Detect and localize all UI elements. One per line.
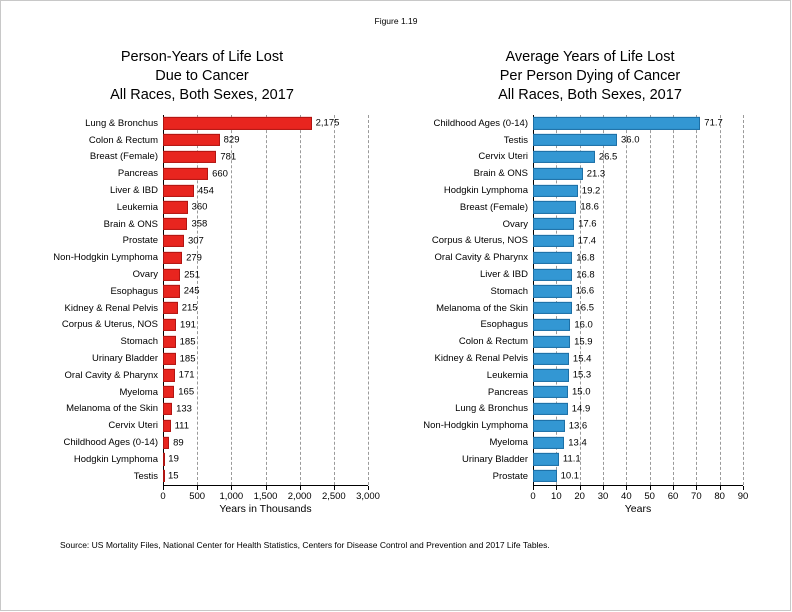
category-label: Pancreas [487, 386, 528, 398]
bar-row [396, 451, 743, 468]
bar-zone [163, 367, 368, 384]
category-label: Urinary Bladder [462, 453, 528, 465]
bar [533, 134, 617, 146]
bar-zone [163, 283, 368, 300]
bar-zone [163, 216, 368, 233]
bar-row [396, 182, 743, 199]
bar-row [396, 333, 743, 350]
gridline [743, 115, 745, 485]
category-label: Kidney & Renal Pelvis [64, 302, 158, 314]
chart-title-line-2: Due to Cancer [155, 68, 249, 84]
category-label: Melanoma of the Skin [66, 403, 158, 415]
bar [533, 336, 570, 348]
bar [163, 403, 172, 415]
bar-value-label: 13.4 [568, 437, 587, 449]
category-label: Hodgkin Lymphoma [73, 453, 158, 465]
bar-zone [163, 132, 368, 149]
bar-row [8, 451, 368, 468]
category-label: Ovary [132, 269, 158, 281]
bar-row [396, 434, 743, 451]
bar-zone [533, 401, 743, 418]
bar-value-label: 16.8 [576, 252, 595, 264]
bar [533, 319, 570, 331]
category-label: Testis [133, 470, 158, 482]
bar-row [396, 132, 743, 149]
category-label: Leukemia [116, 201, 158, 213]
bar [163, 453, 165, 465]
bar-zone [533, 283, 743, 300]
bar-row [396, 199, 743, 216]
bar [533, 470, 557, 482]
chart-title-person-years [8, 44, 396, 105]
category-label: Childhood Ages (0-14) [63, 437, 158, 449]
bar [163, 218, 187, 230]
bar-row [396, 165, 743, 182]
x-axis-tick-label: 80 [714, 490, 725, 502]
bar-zone [533, 384, 743, 401]
bar-row [8, 333, 368, 350]
bar-row [396, 317, 743, 334]
bar-zone [533, 132, 743, 149]
bar-value-label: 829 [223, 134, 240, 146]
bar [533, 302, 572, 314]
x-axis-tick-label: 500 [189, 490, 206, 502]
bar-row [8, 115, 368, 132]
bar-value-label: 19.2 [581, 185, 601, 197]
bar [533, 168, 583, 180]
category-label: Urinary Bladder [92, 353, 158, 365]
bar-row [8, 317, 368, 334]
bar [163, 201, 188, 213]
bar-value-label: 171 [178, 369, 195, 381]
bar [533, 268, 572, 280]
bar-value-label: 10.1 [560, 470, 580, 482]
bar [163, 268, 180, 280]
bar [533, 403, 568, 415]
bar-row [8, 266, 368, 283]
bar-value-label: 133 [176, 403, 192, 415]
bar [163, 151, 216, 163]
x-axis-tick-label: 1,000 [219, 490, 244, 502]
bar-value-label: 307 [187, 235, 204, 247]
bar-row [8, 249, 368, 266]
bar-row [396, 384, 743, 401]
bar-zone [163, 333, 368, 350]
bar-value-label: 15.4 [572, 353, 592, 365]
bar-zone [533, 182, 743, 199]
category-label: Colon & Rectum [88, 134, 158, 146]
bar [533, 420, 565, 432]
bar [533, 201, 576, 213]
x-axis-tick [334, 486, 335, 490]
plot-area-average-years [396, 115, 749, 502]
category-label: Colon & Rectum [458, 336, 528, 348]
bar [163, 235, 184, 247]
bar-row [8, 165, 368, 182]
category-label: Corpus & Uterus, NOS [431, 235, 528, 247]
bar [163, 352, 176, 364]
bar [533, 369, 569, 381]
bar-zone [163, 468, 368, 485]
x-axis-tick-label: 1,500 [253, 490, 278, 502]
bar [163, 386, 174, 398]
figure-label: Figure 1.19 [374, 16, 418, 26]
category-label: Childhood Ages (0-14) [433, 117, 528, 129]
bar-value-label: 21.3 [586, 168, 606, 180]
bar-row [8, 149, 368, 166]
bar-zone [533, 115, 743, 132]
bar-row [396, 216, 743, 233]
x-axis-tick [266, 486, 267, 490]
bar [533, 436, 564, 448]
category-label: Stomach [490, 285, 528, 297]
bar-row [8, 367, 368, 384]
bar-value-label: 71.7 [704, 117, 723, 129]
bar [533, 453, 559, 465]
category-label: Breast (Female) [459, 201, 528, 213]
x-axis-tick-label: 0 [530, 490, 536, 502]
x-axis-title-average-years: Years [624, 502, 652, 515]
bar [163, 319, 176, 331]
bar [533, 352, 569, 364]
category-label: Melanoma of the Skin [436, 302, 528, 314]
category-label: Brain & ONS [103, 218, 158, 230]
x-axis-tick [696, 486, 697, 490]
category-label: Myeloma [489, 437, 528, 449]
bar [533, 252, 572, 264]
bar-value-label: 245 [183, 285, 200, 297]
x-axis-tick [533, 486, 534, 490]
category-label: Liver & IBD [479, 269, 528, 281]
x-axis-line [533, 485, 743, 486]
bar-row [8, 468, 368, 485]
category-label: Lung & Bronchus [85, 117, 158, 129]
bar [533, 386, 568, 398]
bar-zone [533, 149, 743, 166]
bar-value-label: 781 [220, 151, 237, 163]
x-axis-tick-label: 3,000 [356, 490, 380, 502]
bar-value-label: 660 [212, 168, 228, 180]
bar-zone [533, 317, 743, 334]
category-label: Non-Hodgkin Lymphoma [53, 252, 158, 264]
bar-zone [163, 233, 368, 250]
bar-value-label: 17.6 [578, 218, 597, 230]
bar-value-label: 17.4 [577, 235, 597, 247]
bar [163, 420, 171, 432]
bar-value-label: 165 [178, 386, 195, 398]
category-label: Hodgkin Lymphoma [443, 185, 528, 197]
bar-zone [163, 317, 368, 334]
bar-row [8, 350, 368, 367]
bar-value-label: 16.6 [575, 285, 595, 297]
bar-row [8, 199, 368, 216]
x-axis-tick-label: 10 [551, 490, 562, 502]
x-axis-tick [580, 486, 581, 490]
chart-panel-average-years [396, 44, 784, 515]
bar-row [396, 468, 743, 485]
bar [533, 184, 578, 196]
x-axis-tick-label: 2,500 [321, 490, 346, 502]
category-label: Liver & IBD [109, 185, 158, 197]
bar-zone [533, 233, 743, 250]
category-label: Lung & Bronchus [455, 403, 528, 415]
plot-area-person-years [8, 115, 380, 502]
x-axis-tick-label: 2,000 [287, 490, 312, 502]
bar-row [396, 417, 743, 434]
x-axis-tick [743, 486, 744, 490]
bar-zone [533, 451, 743, 468]
bar [533, 218, 574, 230]
bar [163, 134, 220, 146]
bar-row [396, 401, 743, 418]
bar-value-label: 251 [184, 269, 200, 281]
bar [533, 285, 572, 297]
category-label: Esophagus [110, 285, 158, 297]
chart-title-line-1: Average Years of Life Lost [505, 49, 675, 65]
bar [533, 235, 574, 247]
bar-value-label: 15.3 [572, 369, 592, 381]
bar-zone [533, 367, 743, 384]
bar-zone [163, 165, 368, 182]
bar-value-label: 185 [179, 353, 196, 365]
bar-zone [533, 216, 743, 233]
bar-zone [163, 350, 368, 367]
x-axis-tick-label: 20 [574, 490, 585, 502]
bar [163, 285, 180, 297]
chart-title-line-3: All Races, Both Sexes, 2017 [498, 87, 682, 103]
bar-row [396, 300, 743, 317]
bar-value-label: 13.6 [568, 420, 588, 432]
bar-row [396, 233, 743, 250]
bar-row [8, 216, 368, 233]
bar-row [396, 350, 743, 367]
bar [163, 184, 194, 196]
bar [163, 369, 175, 381]
bar-value-label: 358 [191, 218, 208, 230]
bar-row [8, 132, 368, 149]
bar-value-label: 18.6 [580, 201, 599, 213]
bar-row [8, 401, 368, 418]
bar-value-label: 15.9 [574, 336, 593, 348]
category-label: Leukemia [486, 369, 528, 381]
category-label: Breast (Female) [89, 151, 158, 163]
bar [163, 336, 176, 348]
bar [163, 117, 312, 129]
category-label: Oral Cavity & Pharynx [64, 369, 158, 381]
bar-value-label: 16.8 [576, 269, 595, 281]
bar [163, 470, 165, 482]
category-label: Kidney & Renal Pelvis [434, 353, 528, 365]
x-axis-tick [197, 486, 198, 490]
bar-zone [533, 165, 743, 182]
x-axis-tick-label: 70 [691, 490, 702, 502]
bar-zone [163, 266, 368, 283]
bar-value-label: 16.5 [575, 302, 594, 314]
x-axis-tick [603, 486, 604, 490]
bar-zone [533, 199, 743, 216]
category-label: Testis [503, 134, 528, 146]
bar-row [8, 233, 368, 250]
category-label: Brain & ONS [473, 168, 528, 180]
category-label: Oral Cavity & Pharynx [434, 252, 528, 264]
x-axis-tick-label: 60 [667, 490, 679, 502]
bar [163, 302, 178, 314]
bar-zone [533, 468, 743, 485]
x-axis-tick-label: 90 [737, 490, 749, 502]
x-axis-tick [556, 486, 557, 490]
chart-title-average-years [396, 44, 784, 105]
bar-zone [533, 249, 743, 266]
bar-row [396, 283, 743, 300]
x-axis-tick [368, 486, 369, 490]
bar-row [8, 384, 368, 401]
x-axis-tick-label: 50 [644, 490, 655, 502]
bar-zone [533, 333, 743, 350]
bar-zone [163, 451, 368, 468]
bar-value-label: 454 [198, 185, 214, 197]
gridline [368, 115, 370, 485]
x-axis-tick [231, 486, 232, 490]
plot-wrap-person-years [8, 115, 396, 515]
bar-value-label: 11.1 [562, 453, 581, 465]
category-label: Esophagus [480, 319, 528, 331]
bar-value-label: 279 [186, 252, 202, 264]
bar-value-label: 185 [179, 336, 196, 348]
bar-zone [163, 182, 368, 199]
bar-row [8, 182, 368, 199]
x-axis-tick-label: 30 [597, 490, 609, 502]
bar-zone [533, 434, 743, 451]
category-label: Cervix Uteri [108, 420, 158, 432]
category-label: Cervix Uteri [478, 151, 528, 163]
bar-value-label: 360 [191, 201, 208, 213]
bar-zone [163, 434, 368, 451]
bar-row [8, 283, 368, 300]
plot-wrap-average-years [396, 115, 784, 515]
bar-zone [533, 300, 743, 317]
bar-row [396, 115, 743, 132]
bar-value-label: 16.0 [574, 319, 593, 331]
bar-value-label: 19 [168, 453, 179, 465]
bar-value-label: 191 [180, 319, 196, 331]
bar-value-label: 89 [173, 437, 184, 449]
bar-value-label: 15.0 [572, 386, 591, 398]
bar [163, 168, 208, 180]
x-axis-tick [673, 486, 674, 490]
bar-zone [163, 149, 368, 166]
bar-zone [533, 350, 743, 367]
bar-row [396, 249, 743, 266]
chart-title-line-3: All Races, Both Sexes, 2017 [110, 87, 294, 103]
bar-row [8, 417, 368, 434]
x-axis-tick [650, 486, 651, 490]
category-label: Myeloma [119, 386, 158, 398]
category-label: Stomach [120, 336, 158, 348]
bar-value-label: 14.9 [571, 403, 591, 415]
chart-title-line-1: Person-Years of Life Lost [120, 49, 284, 65]
bar-value-label: 215 [181, 302, 198, 314]
category-label: Corpus & Uterus, NOS [61, 319, 158, 331]
bar-row [396, 149, 743, 166]
x-axis-title-person-years: Years in Thousands [219, 502, 312, 515]
x-axis-tick [300, 486, 301, 490]
bar-zone [533, 417, 743, 434]
bar [163, 252, 182, 264]
bar-value-label: 2,175 [315, 117, 340, 129]
x-axis-tick [626, 486, 627, 490]
category-label: Pancreas [117, 168, 158, 180]
category-label: Prostate [492, 470, 528, 482]
bar-value-label: 111 [174, 420, 190, 432]
bar [533, 151, 595, 163]
bar-row [396, 367, 743, 384]
x-axis-tick [163, 486, 164, 490]
bar-zone [163, 384, 368, 401]
x-axis-tick-label: 40 [621, 490, 632, 502]
category-label: Prostate [122, 235, 158, 247]
chart-panel-person-years [8, 44, 396, 515]
bar [533, 117, 700, 129]
bar-zone [533, 266, 743, 283]
bar-zone [163, 401, 368, 418]
bar [163, 436, 169, 448]
chart-title-line-2: Per Person Dying of Cancer [499, 68, 681, 84]
bar-zone [163, 300, 368, 317]
bar-row [8, 434, 368, 451]
bar-row [8, 300, 368, 317]
x-axis-tick [720, 486, 721, 490]
bar-zone [163, 249, 368, 266]
bar-zone [163, 199, 368, 216]
category-label: Ovary [502, 218, 528, 230]
bar-value-label: 36.0 [621, 134, 640, 146]
bar-zone [163, 115, 368, 132]
x-axis-tick-label: 0 [160, 490, 166, 502]
category-label: Non-Hodgkin Lymphoma [423, 420, 528, 432]
bar-value-label: 26.5 [598, 151, 618, 163]
source-note: Source: US Mortality Files, National Center for Health Statistics, Centers for Disease Control and Prevention and 2017 Life Tables. [60, 540, 550, 550]
bar-zone [163, 417, 368, 434]
bar-row [396, 266, 743, 283]
bar-value-label: 15 [168, 470, 179, 482]
